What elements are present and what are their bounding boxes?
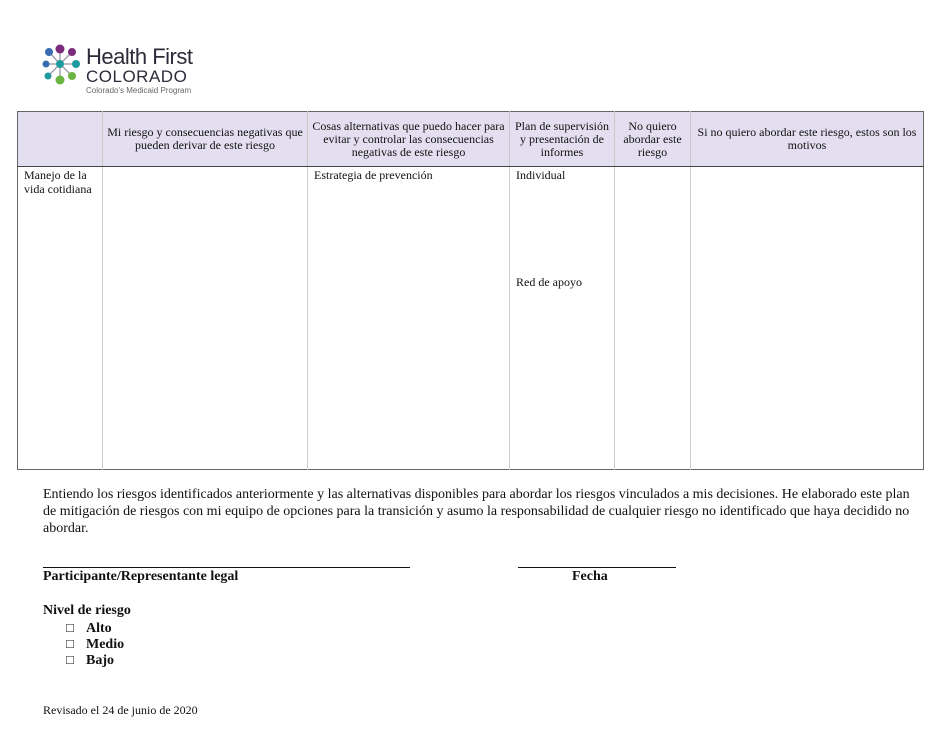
- cell-reasons[interactable]: [691, 167, 924, 470]
- risk-mitigation-table: [17, 111, 924, 470]
- logo-text-colorado: COLORADO: [86, 67, 188, 86]
- cell-risk-input[interactable]: [103, 167, 308, 470]
- checkbox-icon[interactable]: □: [66, 652, 74, 667]
- risk-level-option-medium[interactable]: □ Medio: [66, 636, 125, 652]
- logo-tagline: Colorado's Medicaid Program: [86, 86, 192, 95]
- plan-support-network-label: Red de apoyo: [516, 275, 582, 289]
- participant-signature-line[interactable]: [43, 567, 410, 568]
- cell-category: Manejo de la vida cotidiana: [24, 168, 92, 196]
- logo-mark-icon: [42, 44, 82, 86]
- risk-level-option-low[interactable]: □ Bajo: [66, 652, 114, 668]
- header-risk-consequences: Mi riesgo y consecuencias negativas que pueden derivar de este riesgo: [103, 112, 308, 167]
- date-signature-line[interactable]: [518, 567, 676, 568]
- revision-date: Revisado el 24 de junio de 2020: [43, 703, 198, 717]
- cell-do-not-address[interactable]: [615, 167, 691, 470]
- date-label: Fecha: [572, 569, 608, 584]
- cell-monitoring-plan[interactable]: [510, 167, 615, 470]
- logo-text-health-first: Health First: [86, 44, 193, 69]
- header-alternatives: Cosas alternativas que puedo hacer para evitar y controlar las consecuencias negativas de este riesgo: [308, 112, 510, 167]
- participant-label: Participante/Representante legal: [43, 569, 239, 584]
- checkbox-icon[interactable]: □: [66, 620, 74, 635]
- header-do-not-address: No quiero abordar este riesgo: [615, 112, 691, 167]
- health-first-colorado-logo: [42, 44, 202, 98]
- acknowledgement-statement: Entiendo los riesgos identificados anteriormente y las alternativas disponibles para abordar los riesgos vinculados a mis decisiones. He elaborado este plan de mitigación de riesgos con mi equipo de opciones para la transición y asumo la responsabilidad de cualquier riesgo no identificado que haya decidido no abordar.: [43, 487, 910, 536]
- header-monitoring-plan: Plan de supervisión y presentación de informes: [510, 112, 615, 167]
- table-row: [18, 167, 924, 470]
- cell-alternatives[interactable]: Estrategia de prevención: [308, 167, 510, 470]
- risk-level-title: Nivel de riesgo: [43, 603, 131, 618]
- table-header-row: [18, 112, 924, 167]
- risk-level-option-high[interactable]: □ Alto: [66, 620, 112, 636]
- header-reasons: Si no quiero abordar este riesgo, estos son los motivos: [691, 112, 924, 167]
- checkbox-icon[interactable]: □: [66, 636, 74, 651]
- plan-individual-label: Individual: [516, 168, 566, 182]
- header-category: [18, 112, 103, 167]
